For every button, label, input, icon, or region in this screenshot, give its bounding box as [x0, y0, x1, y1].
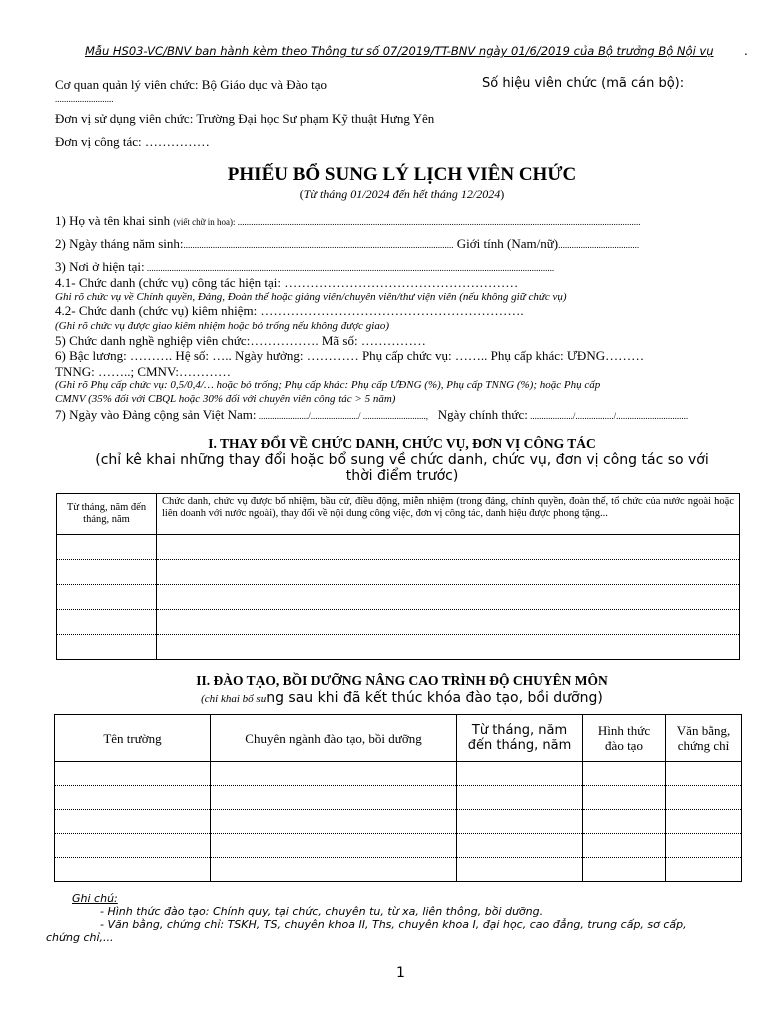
table-cell[interactable]: [666, 834, 742, 858]
field-current-position-note: Ghi rõ chức vụ về Chính quyền, Đảng, Đoàn thể hoặc giảng viên/chuyên viên/thư viện viên (nếu không giữ chức vụ): [55, 291, 567, 303]
field-professional-title[interactable]: 5) Chức danh nghề nghiệp viên chức:……………. Mã số: ……………: [55, 333, 426, 348]
field-birth-date[interactable]: 2) Ngày tháng năm sinh:........................................................................................................................ Giới tính (Nam/nữ)....................................: [55, 236, 640, 251]
table-cell[interactable]: [457, 762, 583, 786]
field-concurrent-position-note: (Ghi rõ chức vụ được giao kiêm nhiệm hoặc bỏ trống nếu không được giao): [55, 320, 390, 332]
notes-line-1: - Hình thức đào tạo: Chính quy, tại chức, chuyên tu, từ xa, liên thông, bồi dưỡng.: [100, 905, 544, 918]
col-school-header: Tên trường: [55, 715, 211, 762]
table-cell[interactable]: [583, 834, 666, 858]
table-row[interactable]: [55, 810, 742, 834]
section-1-subtitle-line2: thời điểm trước): [345, 468, 459, 484]
table-cell[interactable]: [157, 610, 740, 635]
field-concurrent-position[interactable]: 4.2- Chức danh (chức vụ) kiêm nhiệm: …………………………………………………….: [55, 303, 524, 318]
section-2-title: II. ĐÀO TẠO, BỒI DƯỠNG NÂNG CAO TRÌNH ĐỘ CHUYÊN MÔN: [196, 673, 608, 688]
col-training-form-header: Hình thức đào tạo: [583, 715, 666, 762]
field-salary[interactable]: 6) Bậc lương: ………. Hệ số: ….. Ngày hưởng: ………… Phụ cấp chức vụ: …….. Phụ cấp khác: ƯĐNG………: [55, 348, 645, 363]
table-cell[interactable]: [57, 585, 157, 610]
field-gender-label: Giới tính (Nam/nữ): [456, 236, 559, 251]
table-cell[interactable]: [55, 810, 211, 834]
col-description-header: Chức danh, chức vụ được bổ nhiệm, bầu cử, điều động, miễn nhiệm (trong đảng, chính quyền, đoàn thể, tổ chức của nước ngoài hoặc liên doanh với nước ngoài), thay đổi về nội dung công việc, đơn vị công tác, danh hiệu được phong tặng...: [157, 494, 740, 535]
employee-id-label: Số hiệu viên chức (mã cán bộ):: [482, 76, 685, 91]
table-row[interactable]: [57, 560, 740, 585]
col-major-header: Chuyên ngành đào tạo, bồi dưỡng: [211, 715, 457, 762]
table-header-row: [55, 715, 742, 762]
field-full-name-hint: (viết chữ in hoa): [173, 217, 234, 227]
table-cell[interactable]: [57, 560, 157, 585]
table-cell[interactable]: [666, 810, 742, 834]
notes-line-3: chứng chỉ,...: [46, 931, 114, 944]
field-gender-dots[interactable]: ....................................: [558, 240, 640, 250]
notes-title: Ghi chú:: [72, 892, 118, 905]
training-table: [54, 714, 742, 882]
table-cell[interactable]: [55, 834, 211, 858]
table-row[interactable]: [55, 834, 742, 858]
work-unit[interactable]: Đơn vị công tác: ……………: [55, 134, 210, 149]
field-salary-allowances[interactable]: TNNG: ……..; CMNV:…………: [55, 364, 231, 379]
section-1-subtitle-line1: (chỉ kê khai những thay đổi hoặc bổ sung về chức danh, chức vụ, đơn vị công tác so với: [95, 452, 709, 468]
table-cell[interactable]: [57, 535, 157, 560]
table-cell[interactable]: [211, 786, 457, 810]
table-row[interactable]: [57, 535, 740, 560]
table-cell[interactable]: [583, 810, 666, 834]
table-cell[interactable]: [157, 535, 740, 560]
position-changes-table: [56, 493, 740, 660]
form-title: PHIẾU BỔ SUNG LÝ LỊCH VIÊN CHỨC: [227, 164, 577, 185]
table-row[interactable]: [55, 858, 742, 882]
table-cell[interactable]: [666, 786, 742, 810]
table-cell[interactable]: [57, 635, 157, 660]
table-cell[interactable]: [457, 786, 583, 810]
table-cell[interactable]: [57, 610, 157, 635]
table-cell[interactable]: [211, 762, 457, 786]
field-address[interactable]: 3) Nơi ở hiện tại: .....................................................................................................................................................................................: [55, 259, 555, 274]
field-full-name[interactable]: 1) Họ và tên khai sinh (viết chữ in hoa): ...................................................................................................................................................................................: [55, 213, 641, 228]
table-cell[interactable]: [55, 858, 211, 882]
field-party-date[interactable]: 7) Ngày vào Đảng cộng sản Việt Nam: ....................../...................../ ............................, Ngày chính thức: .................../................./................................: [55, 407, 689, 422]
table-header-row: [57, 494, 740, 535]
table-cell[interactable]: [583, 858, 666, 882]
table-cell[interactable]: [55, 786, 211, 810]
field-salary-note-1: (Ghi rõ Phụ cấp chức vụ: 0,5/0,4/… hoặc bỏ trống; Phụ cấp khác: Phụ cấp ƯĐNG (%), Phụ cấp TNNG (%); hoặc Phụ cấp: [55, 379, 601, 391]
table-cell[interactable]: [583, 762, 666, 786]
table-cell[interactable]: [457, 834, 583, 858]
table-cell[interactable]: [157, 560, 740, 585]
col-certificate-header: Văn bằng, chứng chỉ: [666, 715, 742, 762]
form-period: (Từ tháng 01/2024 đến hết tháng 12/2024): [299, 187, 505, 201]
table-row[interactable]: [57, 585, 740, 610]
table-row[interactable]: [55, 762, 742, 786]
table-cell[interactable]: [157, 585, 740, 610]
table-cell[interactable]: [583, 786, 666, 810]
table-cell[interactable]: [157, 635, 740, 660]
field-party-official-label: Ngày chính thức:: [437, 407, 528, 422]
managing-agency: Cơ quan quản lý viên chức: Bộ Giáo dục và Đào tạo: [55, 77, 328, 92]
field-salary-note-2: CMNV (35% đối với CBQL hoặc 30% đối với chuyên viên công tác > 5 năm): [55, 393, 396, 405]
form-period-text: Từ tháng 01/2024 đến hết tháng 12/2024: [303, 187, 501, 201]
table-cell[interactable]: [55, 762, 211, 786]
table-row[interactable]: [57, 610, 740, 635]
table-cell[interactable]: [457, 858, 583, 882]
notes-line-2: - Văn bằng, chứng chỉ: TSKH, TS, chuyên khoa II, Ths, chuyên khoa I, đại học, cao đẳng, trung cấp, sơ cấp,: [100, 918, 687, 931]
field-current-position[interactable]: 4.1- Chức danh (chức vụ) công tác hiện tại: ………………………………………………: [55, 275, 519, 290]
section-2-subtitle: (chỉ khai bổ sung sau khi đã kết thúc khóa đào tạo, bồi dưỡng): [201, 690, 603, 706]
field-party-official-dots[interactable]: .................../................./................................: [527, 411, 689, 421]
table-row[interactable]: [55, 786, 742, 810]
table-row[interactable]: [57, 635, 740, 660]
table-cell[interactable]: [457, 810, 583, 834]
table-cell[interactable]: [666, 762, 742, 786]
section-1-title: I. THAY ĐỔI VỀ CHỨC DANH, CHỨC VỤ, ĐƠN VỊ CÔNG TÁC: [208, 436, 596, 451]
table-cell[interactable]: [666, 858, 742, 882]
table-cell[interactable]: [211, 810, 457, 834]
table-cell[interactable]: [211, 834, 457, 858]
page-number: 1: [396, 965, 405, 981]
header-trailing-dot: .: [744, 44, 748, 58]
col-period-header: Từ tháng, năm đến tháng, năm: [57, 494, 157, 535]
table-cell[interactable]: [211, 858, 457, 882]
col-period-header: Từ tháng, năm đến tháng, năm: [457, 715, 583, 762]
user-unit: Đơn vị sử dụng viên chức: Trường Đại học Sư phạm Kỹ thuật Hưng Yên: [55, 111, 435, 126]
form-template-note: Mẫu HS03-VC/BNV ban hành kèm theo Thông tư số 07/2019/TT-BNV ngày 01/6/2019 của Bộ trưởng Bộ Nội vụ: [85, 44, 714, 58]
employee-id-dots[interactable]: ..........................: [55, 94, 114, 104]
